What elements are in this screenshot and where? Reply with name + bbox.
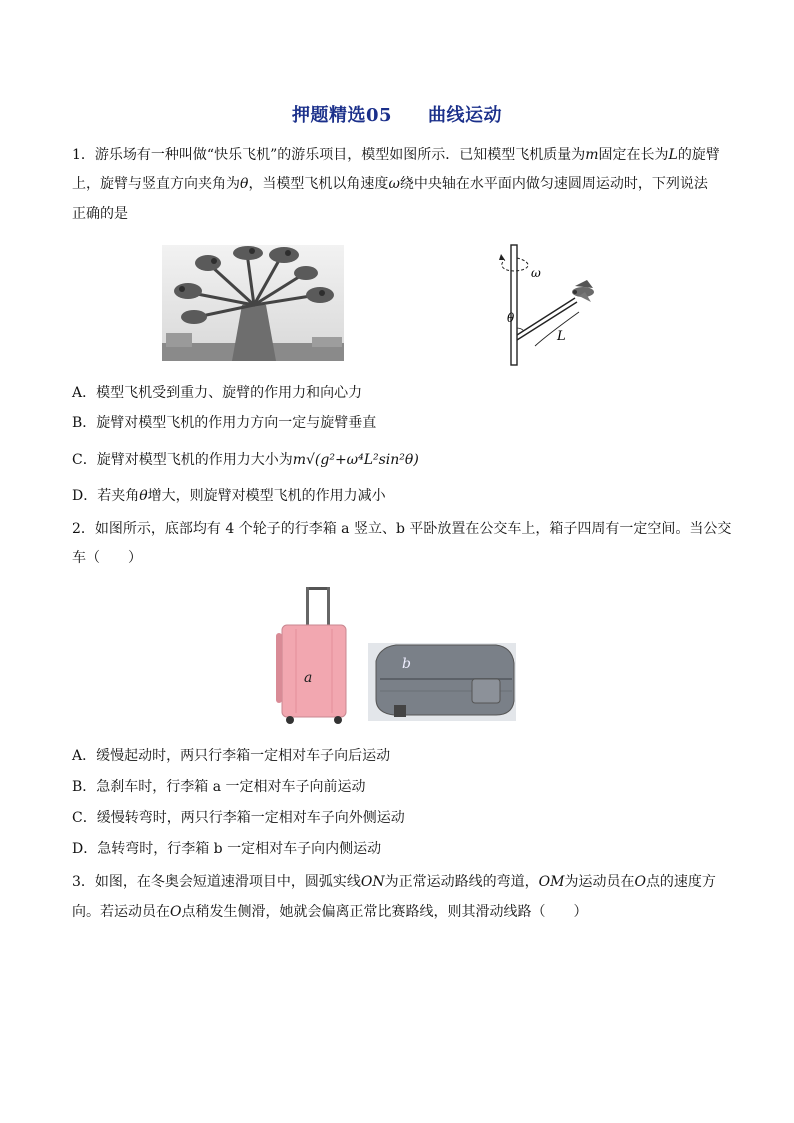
title-right: 曲线运动	[428, 105, 503, 126]
suitcase-b-label: b	[402, 656, 411, 672]
suitcase-a-label: a	[304, 670, 313, 686]
rotation-arrow	[502, 258, 528, 271]
model-plane	[572, 280, 594, 302]
q2-option-d: D．急转弯时，行李箱 b 一定相对车子向内侧运动	[72, 841, 382, 857]
page-title	[0, 101, 794, 127]
q1-option-c-formula: m√(g²+ω⁴L²sin²θ)	[292, 452, 419, 468]
q1-option-d: D．若夹角θ增大，则旋臂对模型飞机的作用力减小	[72, 488, 386, 504]
suitcase-a	[276, 587, 346, 724]
q1-line1: 1．游乐场有一种叫做“快乐飞机”的游乐项目，模型如图所示．已知模型飞机质量为m固定在长为L的旋臂	[72, 147, 720, 163]
omega-label: ω	[531, 266, 541, 280]
rotating-arm	[517, 298, 575, 335]
q2-option-c: C．缓慢转弯时，两只行李箱一定相对车子向外侧运动	[72, 810, 405, 826]
ride-diagram	[495, 240, 605, 370]
q3-line2: 向。若运动员在O点稍发生侧滑，她就会偏离正常比赛路线，则其滑动线路（ ）	[72, 904, 588, 920]
q1-option-b: B．旋臂对模型飞机的作用力方向一定与旋臂垂直	[72, 415, 377, 431]
luggage-figure	[276, 583, 516, 725]
q2-line2: 车（ ）	[72, 550, 142, 566]
center-axis	[511, 245, 517, 365]
q1-option-a: A．模型飞机受到重力、旋臂的作用力和向心力	[72, 385, 363, 401]
suitcase-b	[368, 643, 516, 721]
q1-line3: 正确的是	[72, 206, 128, 222]
q1-option-c: C．旋臂对模型飞机的作用力大小为m√(g²+ω⁴L²sin²θ)	[72, 452, 419, 468]
title-left: 押题精选05	[291, 105, 393, 126]
length-label: L	[557, 329, 566, 344]
q2-line1: 2．如图所示，底部均有 4 个轮子的行李箱 a 竖立、b 平卧放置在公交车上，箱子四周有一定空间。当公交	[72, 521, 732, 537]
q2-option-b: B．急刹车时，行李箱 a 一定相对车子向前运动	[72, 779, 366, 795]
q3-line1: 3．如图，在冬奥会短道速滑项目中，圆弧实线ON为正常运动路线的弯道，OM为运动员在O点的速度方	[72, 874, 716, 890]
ride-photo	[162, 245, 344, 361]
q1-line2: 上，旋臂与竖直方向夹角为θ，当模型飞机以角速度ω绕中央轴在水平面内做匀速圆周运动时，下列说法	[72, 176, 708, 192]
theta-label: θ	[507, 311, 515, 325]
q2-option-a: A．缓慢起动时，两只行李箱一定相对车子向后运动	[72, 748, 391, 764]
